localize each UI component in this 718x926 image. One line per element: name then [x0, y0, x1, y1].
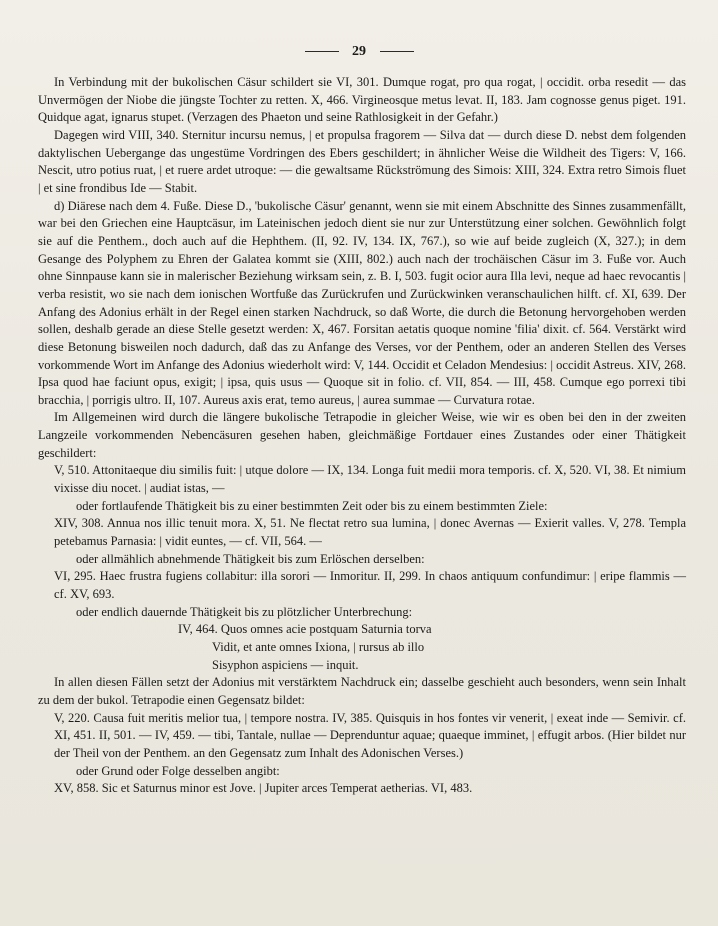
- verse-line-3: Sisyphon aspiciens — inquit.: [212, 657, 359, 672]
- verse-line-1: IV, 464. Quos omnes acie postquam Saturnia torva: [178, 622, 432, 637]
- example-lines-5: XV, 858. Sic et Saturnus minor est Jove. | Jupiter arces Temperat aetherias. VI, 483.: [54, 781, 473, 796]
- label-grund-folge: oder Grund oder Folge desselben angibt:: [76, 763, 280, 778]
- paragraph-bucolic-caesura: In Verbindung mit der bukolischen Cäsur schildert sie VI, 301. Dumque rogat, pro qua rogat, | occidit. orba resedit — das Unvermögen der Niobe die jüngste Tochter zu retten. X, 466. Virgineosque metus levat. II, 183. Jam cognosse genus piget. 191. Quidque agat, ignarus stupet. (Verzagen des Phaeton und seine Rathlosigkeit in der Gefahr.): [38, 75, 686, 125]
- paragraph-in-allen: In allen diesen Fällen setzt der Adonius mit verstärktem Nachdruck ein; dasselbe geschieht auch besonders, wenn sein Inhalt zu dem der bukol. Tetrapodie einen Gegensatz bildet:: [38, 675, 686, 707]
- label-abnehmende: oder allmählich abnehmende Thätigkeit bis zum Erlöschen derselben:: [76, 551, 425, 566]
- example-lines-4: V, 220. Causa fuit meritis melior tua, | tempore nostra. IV, 385. Quisquis in hos fontes vir venerit, | exeat inde — Semivir. cf. XI, 451. II, 501. — IV, 459. — tibi, Tantale, nullae — Deprenduntur aquae; quaeque imminet, | effugit arbos. (Hier bildet nur der Theil von der Penthem. an den Gegensatz zum Inhalt des Adonischen Verses.): [54, 710, 686, 760]
- label-unterbrechung: oder endlich dauernde Thätigkeit bis zu plötzlicher Unterbrechung:: [76, 604, 413, 619]
- example-lines-1: V, 510. Attonitaeque diu similis fuit: | utque dolore — IX, 134. Longa fuit medii mora temporis. cf. X, 520. VI, 38. Et nimium vixisse diu nocet. | audiat istas, —: [54, 463, 686, 496]
- paragraph-im-allgemeinen: Im Allgemeinen wird durch die längere bukolische Tetrapodie in gleicher Weise, wie wir es oben bei den in der zweiten Langzeile vorkommenden Nebencäsuren gesehen haben, gleichmäßige Fortdauer eines Zustandes oder einer Thätigkeit geschildert:: [38, 410, 686, 460]
- verse-line-2: Vidit, et ante omnes Ixiona, | rursus ab illo: [212, 640, 425, 654]
- example-lines-2: XIV, 308. Annua nos illic tenuit mora. X, 51. Ne flectat retro sua lumina, | donec Avernas — Exierit valles. V, 278. Templa petebamus Parnasia: | vidit euntes, — cf. VII, 564. —: [54, 516, 686, 549]
- example-lines-3: VI, 295. Haec frustra fugiens collabitur: illa sorori — Inmoritur. II, 299. In chaos antiquum confundimur: | eripe flammis — cf. XV, 693.: [54, 569, 686, 602]
- paragraph-dagegen: Dagegen wird VIII, 340. Sternitur incursu nemus, | et propulsa fragorem — Silva dat — durch diese D. nebst dem folgenden daktylischen Uebergange das ungestüme Vordringen des Ebers geschildert; in ähnlicher Weise die Wildheit des Tigers: V, 166. Nescit, utro potius ruat, | et ruere ardet utroque: — die gewaltsame Rückströmung des Simois: XIII, 324. Extra retro Simois fluet | et sine frondibus Ide — Stabit.: [38, 127, 686, 195]
- body-text: [38, 74, 686, 798]
- page-number: 29: [352, 44, 366, 59]
- paragraph-diaeresis: d) Diärese nach dem 4. Fuße. Diese D., 'bukolische Cäsur' genannt, wenn sie mit einem Abschnitte des Sinnes zusammenfällt, war bei den Griechen eine Hauptcäsur, im Lateinischen jedoch dient sie nur zur Unterstützung einer solchen. Gewöhnlich folgt sie auf die Penthem., doch auch auf die Hephthem. (II, 92. IV, 134. IX, 767.), so wie auf beide zugleich (X, 327.); in dem Gesange des Polyphem zu Ehren der Galatea kommt sie (XIII, 802.) auch nach der trochäischen Cäsur im 3. Fuße vor. Auch ohne Sinnpause kann sie in malerischer Beziehung wirksam sein, z. B. I, 503. fugit ocior aura Illa levi, neque ad haec revocantis | verba resistit, wo sie nach dem ionischen Wortfuße das Zurückrufen und Zurückwinken veranschaulichen hilft. cf. XI, 639. Der Anfang des Adonius erhält in der Regel einen starken Nachdruck, so daß Worte, die durch die Betonung hervorgehoben werden sollen, deshalb gerade an diese Stelle gesetzt werden: X, 467. Forsitan aetatis quoque nomine 'filia' dixit. cf. 564. Verstärkt wird diese Betonung bisweilen noch dadurch, daß das zu Anfange des Verses, vor der Penthem, oder an anderen Stellen des Verses vorkommende Wort im Anfange des Adonius wiederholt wird: V, 144. Occidit et Celadon Mendesius: | occidit Astreus. XIV, 268. Ipsa quod hae faciunt opus, exigit; | ipsa, quis usus — Quoque sit in folio. cf. VII, 854. — III, 458. Cumque ego porrexi tibi bracchia, | porrigis ultro. II, 107. Aureus axis erat, temo aureus, | aurea summae — Curvatura rotae.: [38, 198, 686, 407]
- label-fortlaufende: oder fortlaufende Thätigkeit bis zu einer bestimmten Zeit oder bis zu einem bestimmten Ziele:: [76, 498, 548, 513]
- header-rule-left: [305, 51, 339, 52]
- page-header: [0, 44, 718, 60]
- header-rule-right: [380, 51, 414, 52]
